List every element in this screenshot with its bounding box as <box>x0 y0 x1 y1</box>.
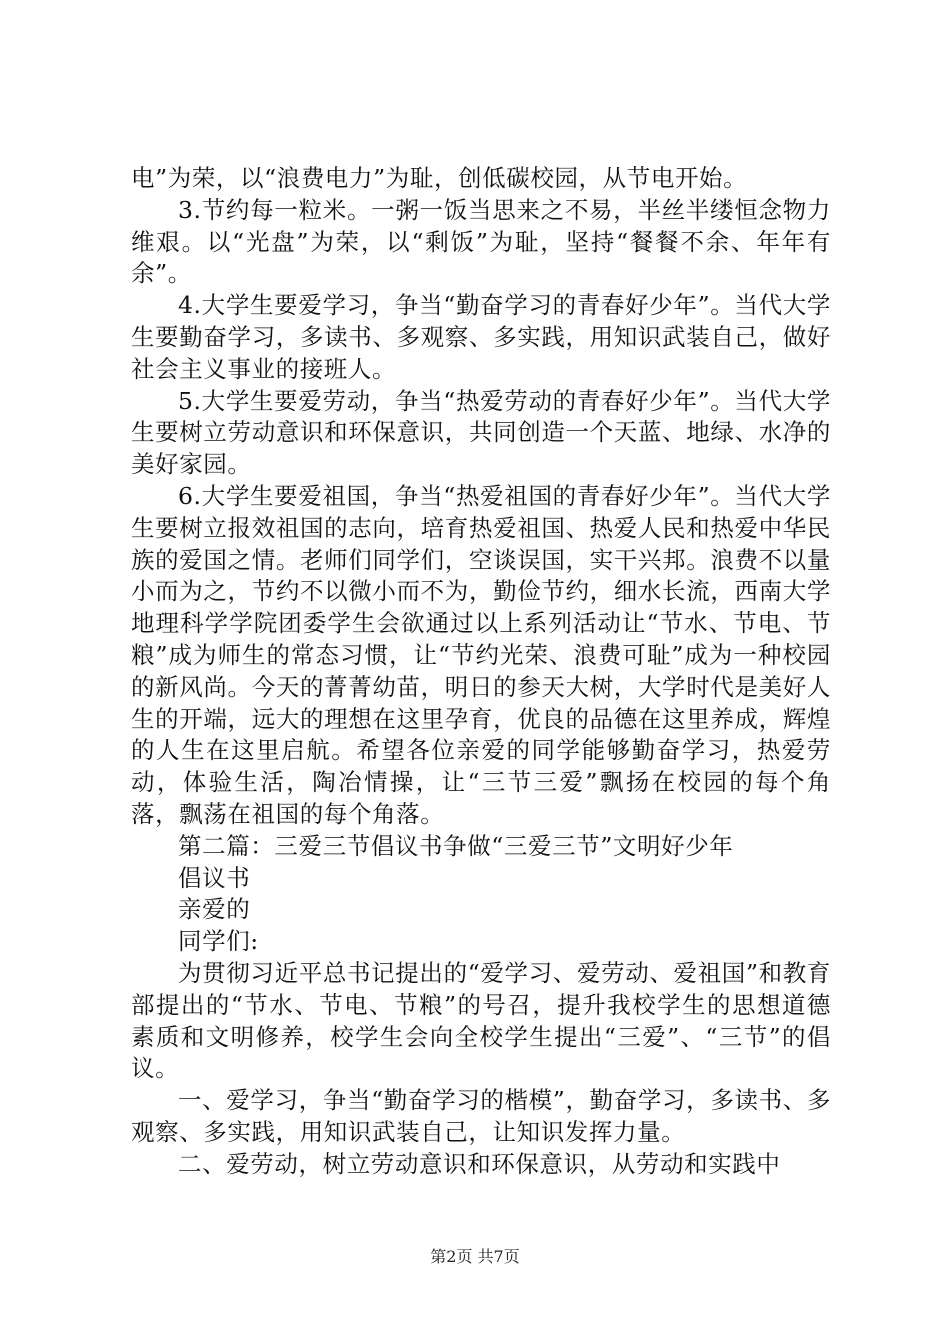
body-paragraph: 6.大学生要爱祖国，争当“热爱祖国的青春好少年”。当代大学生要树立报效祖国的志向，培育热爱祖国、热爱人民和热爱中华民族的爱国之情。老师们同学们，空谈误国，实干兴邦。浪费不以量小而为之，节约不以微小而不为，勤俭节约，细水长流，西南大学地理科学学院团委学生会欲通过以上系列活动让“节水、节电、节粮”成为师生的常态习惯，让“节约光荣、浪费可耻”成为一种校园的新风尚。今天的菁菁幼苗，明日的参天大树，大学时代是美好人生的开端，远大的理想在这里孕育，优良的品德在这里养成，辉煌的人生在这里启航。希望各位亲爱的同学能够勤奋学习，热爱劳动，体验生活，陶冶情操，让“三节三爱”飘扬在校园的每个角落，飘荡在祖国的每个角落。 <box>131 481 831 828</box>
body-paragraph: 3.节约每一粒米。一粥一饭当思来之不易，半丝半缕恒念物力维艰。以“光盘”为荣，以“剩饭”为耻，坚持“餐餐不余、年年有余”。 <box>131 195 831 288</box>
page-number-footer: 第2页 共7页 <box>430 1247 520 1266</box>
body-paragraph: 二、爱劳动，树立劳动意识和环保意识，从劳动和实践中 <box>178 1149 781 1178</box>
body-paragraph: 4.大学生要爱学习，争当“勤奋学习的青春好少年”。当代大学生要勤奋学习，多读书、多观察、多实践，用知识武装自己，做好社会主义事业的接班人。 <box>131 291 831 383</box>
document-subtitle: 倡议书 <box>178 863 251 892</box>
body-paragraph: 为贯彻习近平总书记提出的“爱学习、爱劳动、爱祖国”和教育部提出的“节水、节电、节粮”的号召，提升我校学生的思想道德素质和文明修养，校学生会向全校学生提出“三爱”、“三节”的倡议。 <box>131 958 831 1083</box>
salutation-line: 同学们: <box>178 927 259 956</box>
salutation-line: 亲爱的 <box>178 895 251 924</box>
document-body <box>131 163 831 1181</box>
section-title: 第二篇：三爱三节倡议书争做“三爱三节”文明好少年 <box>178 831 734 860</box>
body-paragraph: 5.大学生要爱劳动，争当“热爱劳动的青春好少年”。当代大学生要树立劳动意识和环保意识，共同创造一个天蓝、地绿、水净的美好家园。 <box>131 386 831 479</box>
body-paragraph: 电”为荣，以“浪费电力”为耻，创低碳校园，从节电开始。 <box>131 164 748 192</box>
body-paragraph: 一、爱学习，争当“勤奋学习的楷模”，勤奋学习，多读书、多观察、多实践，用知识武装自己，让知识发挥力量。 <box>131 1086 831 1146</box>
